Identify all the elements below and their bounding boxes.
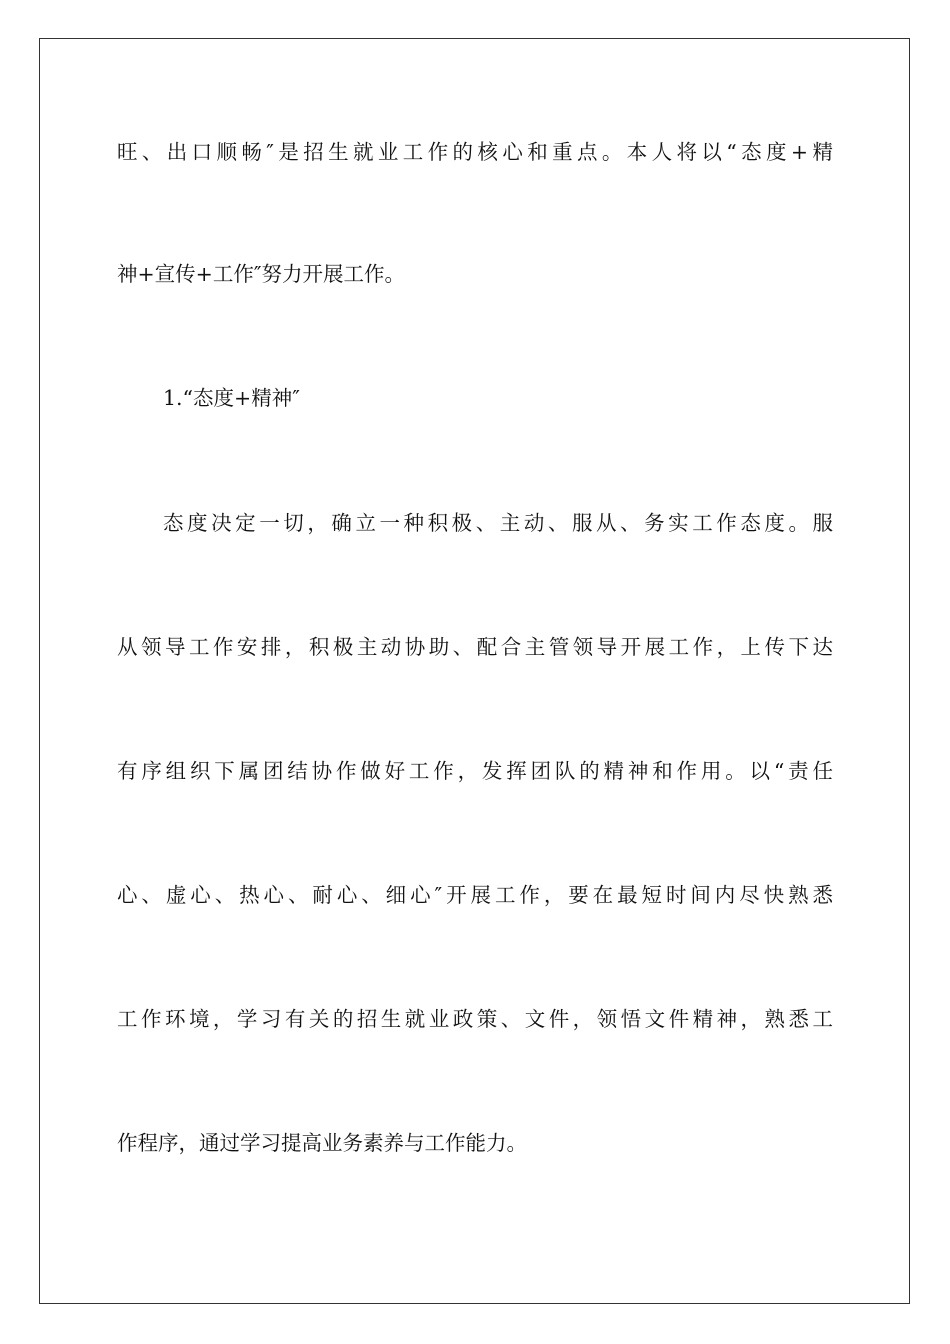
paragraph-line: 从领导工作安排，积极主动协助、配合主管领导开展工作，上传下达 (117, 635, 833, 659)
paragraph-line: 作程序，通过学习提高业务素养与工作能力。 (117, 1131, 527, 1155)
paragraph-line: 旺、出口顺畅″是招生就业工作的核心和重点。本人将以“态度+精 (117, 140, 833, 164)
paragraph-line: 态度决定一切，确立一种积极、主动、服从、务实工作态度。服 (163, 511, 833, 535)
paragraph-line: 工作环境，学习有关的招生就业政策、文件，领悟文件精神，熟悉工 (117, 1007, 833, 1031)
paragraph-line: 神+宣传+工作″努力开展工作。 (117, 262, 406, 286)
paragraph-line: 有序组织下属团结协作做好工作，发挥团队的精神和作用。以“责任 (117, 759, 833, 783)
page-frame (39, 38, 910, 1304)
section-heading: 1.“态度+精神″ (163, 386, 300, 410)
paragraph-line: 心、虚心、热心、耐心、细心″开展工作，要在最短时间内尽快熟悉 (117, 883, 833, 907)
